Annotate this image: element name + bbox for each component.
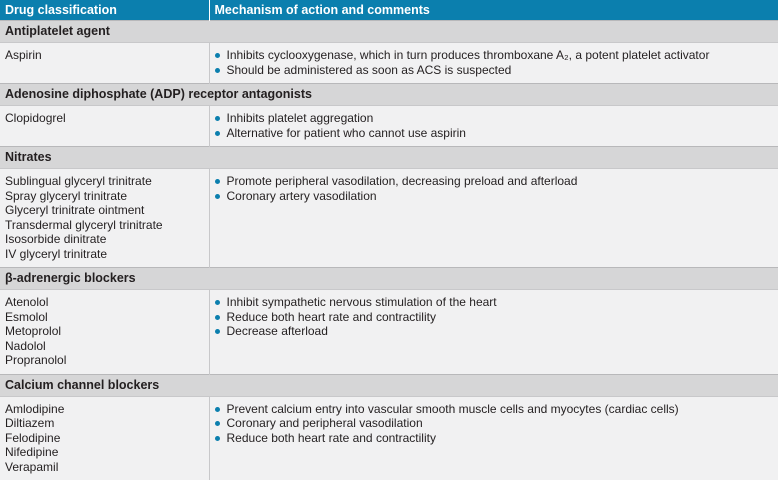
mechanism-list bbox=[214, 48, 775, 77]
bullet-icon bbox=[215, 407, 220, 412]
header-mechanism: Mechanism of action and comments bbox=[209, 0, 778, 21]
drug-name: Verapamil bbox=[5, 460, 205, 475]
drug-name: Amlodipine bbox=[5, 402, 205, 417]
mechanism-text: Coronary and peripheral vasodilation bbox=[227, 416, 423, 430]
bullet-icon bbox=[215, 329, 220, 334]
bullet-icon bbox=[215, 194, 220, 199]
mechanism-text: Prevent calcium entry into vascular smooth muscle cells and myocytes (cardiac cells) bbox=[227, 402, 679, 416]
mechanism-text: Reduce both heart rate and contractility bbox=[227, 310, 436, 324]
drug-name: Felodipine bbox=[5, 431, 205, 446]
header-row bbox=[0, 0, 778, 21]
drug-name: IV glyceryl trinitrate bbox=[5, 247, 205, 262]
section-header-row bbox=[0, 374, 778, 396]
mechanism-text: Reduce both heart rate and contractility bbox=[227, 431, 436, 445]
list-item bbox=[214, 111, 775, 126]
drug-list-cell bbox=[0, 43, 209, 84]
drug-name: Metoprolol bbox=[5, 324, 205, 339]
drug-name: Propranolol bbox=[5, 353, 205, 368]
bullet-icon bbox=[215, 300, 220, 305]
table-body bbox=[0, 21, 778, 480]
table-row bbox=[0, 396, 778, 480]
mechanism-text: Inhibits cyclooxygenase, which in turn produces thromboxane A₂, a potent platelet activator bbox=[227, 48, 710, 62]
header-drug-classification: Drug classification bbox=[0, 0, 209, 21]
mechanism-cell bbox=[209, 290, 778, 375]
section-title: Calcium channel blockers bbox=[0, 374, 778, 396]
mechanism-cell bbox=[209, 43, 778, 84]
drug-name: Transdermal glyceryl trinitrate bbox=[5, 218, 205, 233]
bullet-icon bbox=[215, 116, 220, 121]
mechanism-text: Inhibits platelet aggregation bbox=[227, 111, 374, 125]
mechanism-cell bbox=[209, 396, 778, 480]
section-title: Adenosine diphosphate (ADP) receptor antagonists bbox=[0, 84, 778, 106]
list-item bbox=[214, 126, 775, 141]
bullet-icon bbox=[215, 436, 220, 441]
list-item bbox=[214, 48, 775, 63]
drug-list-cell bbox=[0, 106, 209, 147]
section-title: Antiplatelet agent bbox=[0, 21, 778, 43]
mechanism-text: Alternative for patient who cannot use aspirin bbox=[227, 126, 466, 140]
drug-name: Nadolol bbox=[5, 339, 205, 354]
bullet-icon bbox=[215, 53, 220, 58]
table-row bbox=[0, 43, 778, 84]
list-item bbox=[214, 416, 775, 431]
drug-list-cell bbox=[0, 290, 209, 375]
section-title: β-adrenergic blockers bbox=[0, 268, 778, 290]
table-row bbox=[0, 169, 778, 268]
bullet-icon bbox=[215, 68, 220, 73]
drug-name: Clopidogrel bbox=[5, 111, 205, 126]
drug-name: Atenolol bbox=[5, 295, 205, 310]
mechanism-text: Inhibit sympathetic nervous stimulation of the heart bbox=[227, 295, 497, 309]
mechanism-list bbox=[214, 295, 775, 339]
mechanism-text: Promote peripheral vasodilation, decreasing preload and afterload bbox=[227, 174, 578, 188]
list-item bbox=[214, 431, 775, 446]
mechanism-cell bbox=[209, 106, 778, 147]
bullet-icon bbox=[215, 315, 220, 320]
section-title: Nitrates bbox=[0, 147, 778, 169]
list-item bbox=[214, 310, 775, 325]
drug-name: Spray glyceryl trinitrate bbox=[5, 189, 205, 204]
drug-name: Diltiazem bbox=[5, 416, 205, 431]
table-row bbox=[0, 290, 778, 375]
list-item bbox=[214, 189, 775, 204]
list-item bbox=[214, 402, 775, 417]
list-item bbox=[214, 63, 775, 78]
drug-list-cell bbox=[0, 169, 209, 268]
drug-list-cell bbox=[0, 396, 209, 480]
drug-name: Esmolol bbox=[5, 310, 205, 325]
drug-name: Sublingual glyceryl trinitrate bbox=[5, 174, 205, 189]
bullet-icon bbox=[215, 131, 220, 136]
drug-name: Nifedipine bbox=[5, 445, 205, 460]
list-item bbox=[214, 174, 775, 189]
mechanism-list bbox=[214, 174, 775, 203]
mechanism-text: Coronary artery vasodilation bbox=[227, 189, 377, 203]
drug-name: Isosorbide dinitrate bbox=[5, 232, 205, 247]
mechanism-text: Decrease afterload bbox=[227, 324, 328, 338]
list-item bbox=[214, 295, 775, 310]
mechanism-list bbox=[214, 402, 775, 446]
mechanism-cell bbox=[209, 169, 778, 268]
bullet-icon bbox=[215, 179, 220, 184]
drug-name: Glyceryl trinitrate ointment bbox=[5, 203, 205, 218]
section-header-row bbox=[0, 84, 778, 106]
drug-name: Aspirin bbox=[5, 48, 205, 63]
table-header bbox=[0, 0, 778, 21]
bullet-icon bbox=[215, 421, 220, 426]
section-header-row bbox=[0, 268, 778, 290]
section-header-row bbox=[0, 21, 778, 43]
mechanism-text: Should be administered as soon as ACS is suspected bbox=[227, 63, 512, 77]
table-row bbox=[0, 106, 778, 147]
list-item bbox=[214, 324, 775, 339]
section-header-row bbox=[0, 147, 778, 169]
mechanism-list bbox=[214, 111, 775, 140]
